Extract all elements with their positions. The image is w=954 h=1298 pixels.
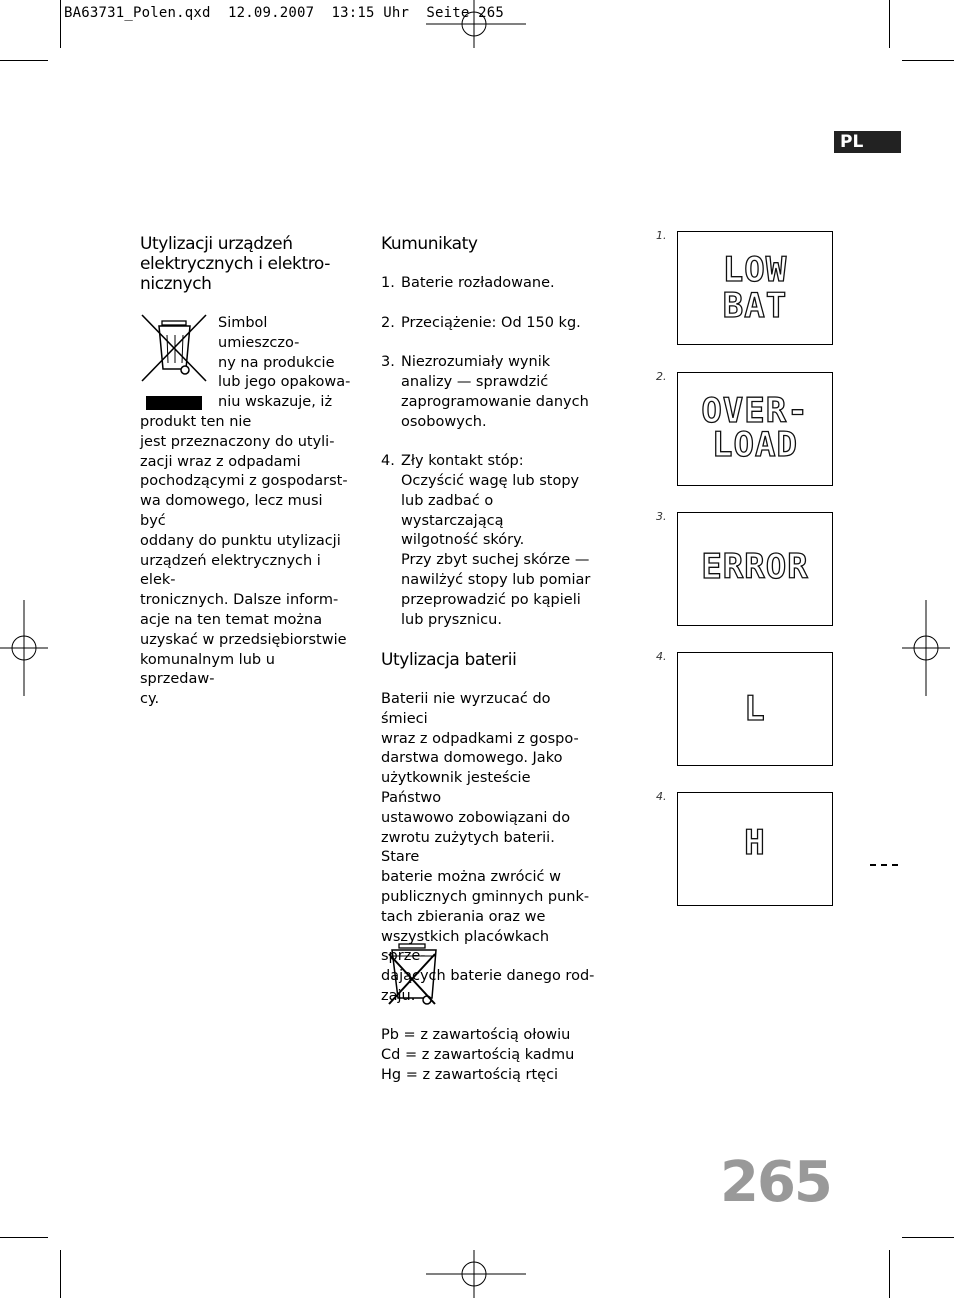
disposal-text: Simbol umieszczo- ny na produkcie lub jego opakowa- niu wskazuje, iż produkt ten nie jest przeznaczony do utyli- zacji wraz z odpadami pochodzącymi z gospodarst- wa domowego, lecz musi być oddany do punktu utylizacji urządzeń elektrycznych i elek- tronicznych. Dalsze inform- acje na ten temat można uzyskać w przedsiębiorstwie komunalnym lub u sprzedaw- cy. (140, 315, 351, 708)
display-error: ERROR (677, 512, 833, 626)
display-h: H (677, 792, 833, 906)
battery-heading: Utylizacja baterii (381, 650, 517, 670)
display-low-bat: LOW BAT (677, 231, 833, 345)
legend-item: Pb = z zawartością ołowiu (381, 1027, 571, 1043)
display-l: L (677, 652, 833, 766)
display-number: 4. (656, 650, 667, 663)
registration-mark-bottom (426, 1250, 526, 1298)
margin-dash-mark (870, 864, 898, 866)
messages-heading: Kumunikaty (381, 234, 478, 254)
disposal-text-block (140, 314, 352, 710)
display-number: 1. (656, 229, 667, 242)
legend-item: Hg = z zawartością rtęci (381, 1066, 559, 1083)
display-number: 2. (656, 370, 667, 383)
messages-list (381, 274, 595, 650)
list-item: 4. Zły kontakt stóp: Oczyścić wagę lub stopy lub zadbać o wystarczającą wilgotność skóry. Przy zbyt suchej skórze — nawilżyć stopy lub pomiar przeprowadzić po kąpieli lub prysznicu. (381, 453, 591, 628)
disposal-heading: Utylizacji urządzeń elektrycznych i elektro- nicznych (140, 234, 330, 294)
list-item: 3. Niezrozumiały wynik analizy — sprawdzić zaprogramowanie danych osobowych. (381, 354, 589, 430)
battery-bin-icon (387, 942, 443, 1008)
registration-mark-left (0, 600, 48, 696)
battery-text: Baterii nie wyrzucać do śmieci wraz z odpadkami z gospo- darstwa domowego. Jako użytkownik jesteście Państwo ustawowo zobowiązani do zwrotu zużytych baterii. Stare baterie można zwrócić w publicznych gminnych punk- tach zbierania oraz we wszystkich placówkach sprze- baterie danego rod- zaju. (381, 691, 595, 1004)
display-number: 3. (656, 510, 667, 523)
language-tab: PL (834, 131, 901, 153)
legend-item: Cd = z zawartością kadmu (381, 1046, 575, 1063)
list-item: 1. Baterie rozładowane. (381, 275, 555, 291)
page-number: 265 (720, 1150, 831, 1215)
battery-legend (381, 1026, 595, 1085)
file-slug: BA63731_Polen.qxd 12.09.2007 13:15 Uhr Seite 265 (64, 5, 505, 21)
display-overload: OVER- LOAD (677, 372, 833, 486)
display-number: 4. (656, 790, 667, 803)
list-item: 2. Przeciążenie: Od 150 kg. (381, 314, 581, 331)
registration-mark-right (902, 600, 950, 696)
